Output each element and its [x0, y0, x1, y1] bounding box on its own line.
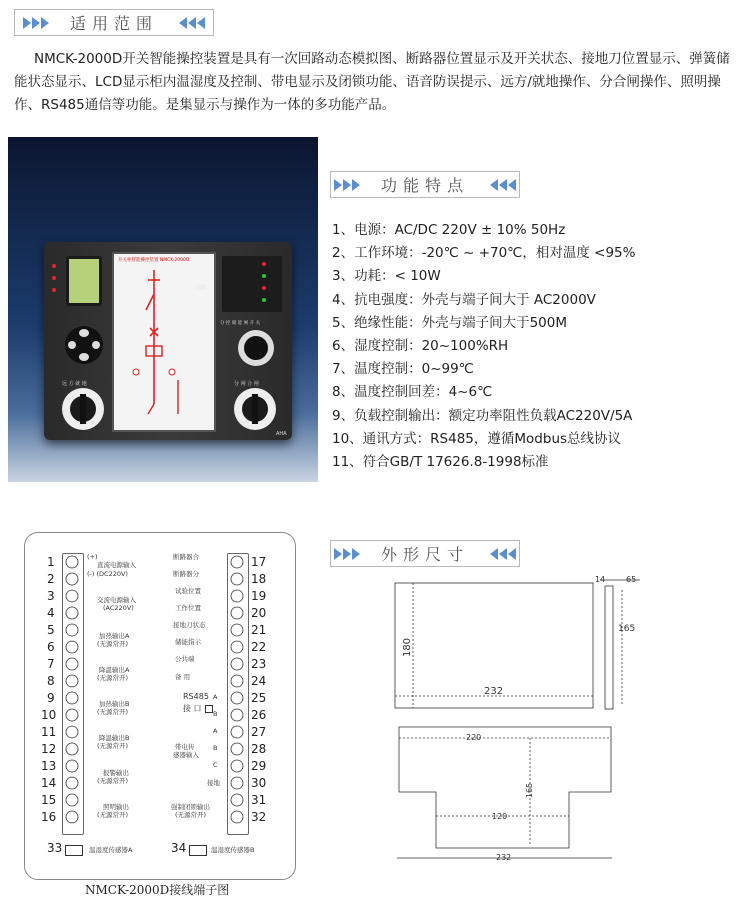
- terminal-number: 9: [47, 691, 55, 705]
- terminal-number: 16: [41, 810, 57, 824]
- terminal-label: 备 用: [175, 673, 191, 681]
- terminal-screw-icon: [66, 760, 78, 772]
- terminal-screw-icon: [231, 709, 243, 721]
- terminal-number: 4: [47, 606, 55, 620]
- spec-item: 2、工作环境：-20℃ ~ +70℃，相对温度 <95%: [332, 245, 636, 262]
- features-banner: [330, 171, 520, 198]
- terminal-screw-icon: [231, 658, 243, 670]
- abc-label: A: [213, 693, 218, 701]
- terminal-screw-icon: [231, 675, 243, 687]
- terminal-screw-icon: [66, 624, 78, 636]
- spec-item: 6、湿度控制：20~100%RH: [332, 338, 509, 355]
- terminal-label: 带电传: [175, 743, 195, 751]
- terminal-number: 18: [251, 572, 267, 586]
- terminal-screw-icon: [231, 794, 243, 806]
- right-arrows-icon: [334, 548, 361, 560]
- terminal-label: (-) (DC220V): [87, 570, 128, 578]
- terminal-number: 10: [41, 708, 57, 722]
- left-arrows-icon: [178, 17, 205, 29]
- terminal-label: (无源常开): [97, 708, 129, 716]
- terminal-screw-icon: [66, 811, 78, 823]
- terminal-label: 接地: [207, 779, 220, 787]
- dim-front-height: 180: [402, 637, 414, 658]
- terminal-screw-icon: [66, 573, 78, 585]
- open-close-knob[interactable]: [234, 388, 276, 430]
- terminal-number: 8: [47, 674, 55, 688]
- terminal-screw-icon: [231, 811, 243, 823]
- terminal-screw-icon: [231, 573, 243, 585]
- energy-storage-knob[interactable]: [238, 330, 274, 366]
- terminal-number: 24: [251, 674, 267, 688]
- wiring-caption: NMCK-2000D接线端子图: [85, 883, 230, 897]
- terminal-number: 15: [41, 793, 57, 807]
- terminal-screw-icon: [66, 777, 78, 789]
- terminal-number: 5: [47, 623, 55, 637]
- sensor-connector-icon: [65, 845, 83, 856]
- terminal-number: 14: [41, 776, 57, 790]
- device-photo: [8, 137, 318, 482]
- terminal-screw-icon: [231, 726, 243, 738]
- sensor-connector-icon: [189, 845, 207, 856]
- terminal-number: 23: [251, 657, 267, 671]
- dim-side-b: 65: [626, 575, 637, 584]
- terminal-number: 19: [251, 589, 267, 603]
- abc-label: B: [213, 710, 218, 718]
- terminal-number: 22: [251, 640, 267, 654]
- dimensions-title: 外形尺寸: [380, 545, 469, 564]
- terminal-number: 34: [171, 841, 187, 855]
- spec-list: [332, 219, 635, 474]
- terminal-screw-icon: [66, 607, 78, 619]
- right-arrows-icon: [334, 179, 361, 191]
- terminal-label: 照明输出: [103, 803, 129, 811]
- terminal-label: 断路器合: [173, 553, 199, 561]
- terminal-number: 3: [47, 589, 55, 603]
- terminal-number: 1: [47, 555, 55, 569]
- terminal-number: 33: [47, 841, 63, 855]
- terminal-number: 2: [47, 572, 55, 586]
- terminal-number: 13: [41, 759, 57, 773]
- terminal-label: RS485: [183, 692, 209, 701]
- dimensions-banner: [330, 540, 520, 567]
- terminal-label: (无源常开): [97, 640, 129, 648]
- terminal-screw-icon: [231, 760, 243, 772]
- label-aha: AHA: [276, 431, 287, 437]
- features-title: 功能特点: [380, 176, 469, 195]
- dim-front-width: 232: [484, 686, 504, 697]
- terminal-screw-icon: [66, 794, 78, 806]
- device-panel: [44, 242, 292, 440]
- sensor-b-label: 温湿度传感器B: [211, 846, 255, 854]
- spec-item: 7、温度控制：0~99℃: [332, 361, 474, 378]
- terminal-label: (AC220V): [103, 604, 134, 612]
- terminal-label: 工作位置: [175, 604, 201, 612]
- terminal-number: 27: [251, 725, 267, 739]
- terminal-label: (+): [87, 553, 98, 561]
- terminal-screw-icon: [231, 692, 243, 704]
- dim-cut-height: 165: [525, 782, 535, 799]
- spec-item: 10、通讯方式：RS485，遵循Modbus总线协议: [332, 430, 622, 447]
- spec-item: 5、绝缘性能：外壳与端子间大于500M: [332, 314, 568, 331]
- terminal-number: 29: [251, 759, 267, 773]
- terminal-label: (无源常开): [97, 811, 129, 819]
- terminal-label: 交流电源输入: [97, 596, 136, 604]
- spec-item: 11、符合GB/T 17626.8-1998标准: [332, 454, 549, 471]
- rs485-port-icon: [205, 705, 213, 713]
- sensor-a-label: 温湿度传感器A: [89, 846, 133, 854]
- terminal-screw-icon: [231, 590, 243, 602]
- lcd-screen: [66, 256, 102, 306]
- terminal-number: 17: [251, 555, 267, 569]
- label-open-close: 分 闸 合 闸: [234, 381, 259, 387]
- terminal-number: 6: [47, 640, 55, 654]
- keypad[interactable]: [65, 326, 103, 364]
- terminal-number: 32: [251, 810, 267, 824]
- terminal-label: 接地刀状态: [173, 621, 206, 629]
- terminal-label: 降温输出A: [99, 666, 130, 674]
- spec-item: 1、电源：AC/DC 220V ± 10% 50Hz: [332, 222, 566, 238]
- scope-title: 适用范围: [69, 14, 158, 33]
- terminal-number: 25: [251, 691, 267, 705]
- dim-cut-top: 220: [466, 733, 482, 742]
- panel-title: 开关柜智能操控装置 NMCK-2000D: [118, 258, 190, 263]
- terminal-screw-icon: [66, 590, 78, 602]
- terminal-label: (无源常开): [97, 777, 129, 785]
- terminal-screw-icon: [66, 556, 78, 568]
- terminal-label: 感器输入: [173, 751, 199, 759]
- terminal-screw-icon: [66, 641, 78, 653]
- terminal-number: 30: [251, 776, 267, 790]
- terminal-screw-icon: [66, 658, 78, 670]
- terminal-label: 接 口: [183, 704, 202, 713]
- terminal-number: 11: [41, 725, 57, 739]
- terminal-label: (无源常开): [97, 674, 129, 682]
- terminal-number: 26: [251, 708, 267, 722]
- spec-item: 4、抗电强度：外壳与端子间大于 AC2000V: [332, 291, 596, 308]
- label-lock: 闭锁: [196, 285, 207, 291]
- terminal-screw-icon: [231, 777, 243, 789]
- spec-item: 3、功耗：< 10W: [332, 268, 441, 285]
- terminal-number: 28: [251, 742, 267, 756]
- terminal-label: 公共端: [175, 655, 195, 663]
- abc-label: B: [213, 744, 218, 752]
- terminal-screw-icon: [231, 624, 243, 636]
- mimic-display: [112, 252, 216, 432]
- terminal-label: 直流电源输入: [97, 561, 136, 569]
- terminal-number: 20: [251, 606, 267, 620]
- terminal-screw-icon: [66, 709, 78, 721]
- terminal-number: 12: [41, 742, 57, 756]
- terminal-screw-icon: [231, 641, 243, 653]
- spec-item: 8、温度控制回差：4~6℃: [332, 384, 493, 401]
- spec-item: 9、负载控制输出：额定功率阻性负载AC220V/5A: [332, 407, 633, 424]
- terminal-label: 试验位置: [175, 587, 201, 595]
- terminal-label: 降温输出B: [99, 734, 130, 742]
- left-arrows-icon: [489, 179, 516, 191]
- terminal-label: (无源常开): [97, 742, 129, 750]
- abc-label: A: [213, 727, 218, 735]
- terminal-screw-icon: [66, 726, 78, 738]
- terminal-screw-icon: [231, 556, 243, 568]
- dim-cut-bottom: 232: [496, 853, 512, 862]
- terminal-label: 储能指示: [175, 638, 201, 646]
- terminal-label: 加热输出B: [99, 700, 130, 708]
- terminal-label: 报警输出: [103, 769, 129, 777]
- terminal-screw-icon: [66, 675, 78, 687]
- dim-side-a: 14: [595, 575, 606, 584]
- dim-cut-mid: 120: [492, 812, 508, 821]
- terminal-screw-icon: [231, 743, 243, 755]
- label-local-remote: 远 方 就 地: [62, 381, 87, 387]
- wiring-diagram: [24, 532, 296, 880]
- terminal-label: 加热输出A: [99, 632, 130, 640]
- terminal-label: (无源常开): [175, 811, 207, 819]
- terminal-number: 21: [251, 623, 267, 637]
- terminal-number: 7: [47, 657, 55, 671]
- local-remote-knob[interactable]: [62, 388, 104, 430]
- terminal-number: 31: [251, 793, 267, 807]
- terminal-label: 强制闭锁输出: [171, 803, 210, 811]
- left-arrows-icon: [489, 548, 516, 560]
- terminal-screw-icon: [231, 607, 243, 619]
- intro-paragraph: NMCK-2000D开关智能操控装置是具有一次回路动态模拟图、断路器位置显示及开关状态、接地刀位置显示、弹簧储能状态显示、LCD显示柜内温湿度及控制、带电显示及闭锁功能、语音防误提示、远方/就地操作、分合闸操作、照明操作、RS485通信等功能。是集显示与操作为一体的多功能产品。: [14, 51, 730, 113]
- terminal-screw-icon: [66, 692, 78, 704]
- terminal-screw-icon: [66, 743, 78, 755]
- dim-side-height: 165: [618, 624, 636, 634]
- abc-label: C: [213, 761, 218, 769]
- label-knob: 分 控 储 能 闸 开 关: [220, 321, 261, 326]
- terminal-label: 断路器分: [173, 570, 199, 578]
- right-arrows-icon: [23, 17, 50, 29]
- scope-banner: [14, 9, 214, 36]
